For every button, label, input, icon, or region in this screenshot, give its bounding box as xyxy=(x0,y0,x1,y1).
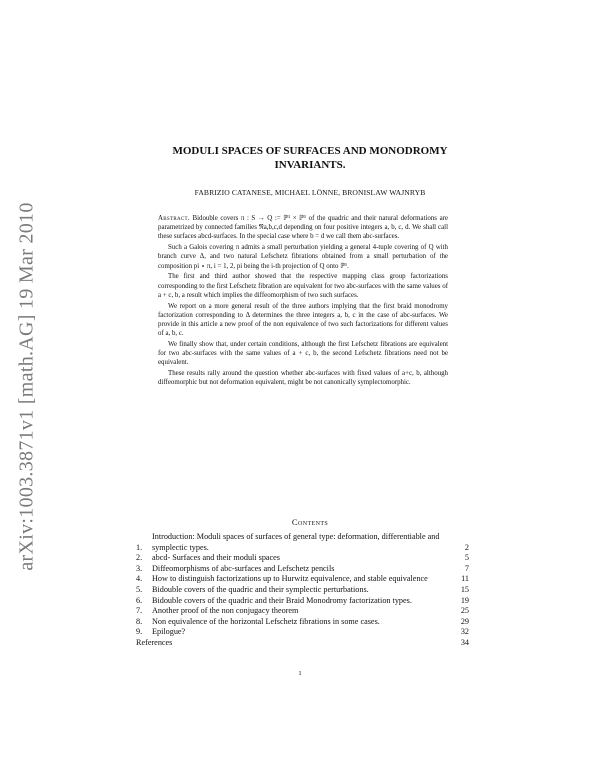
title-line-2: INVARIANTS. xyxy=(274,159,346,171)
toc-entry-number: 7. xyxy=(136,606,143,616)
toc-entry-references[interactable] xyxy=(136,638,469,649)
toc-entry-page: 25 xyxy=(460,606,469,616)
abstract-label: Abstract. xyxy=(158,215,190,222)
abstract-paragraph: We finally show that, under certain conditions, although the first Lefschetz fibrations are equivalent for two abc-surfaces with the same values of a + c, b, the second Lefschetz fibrations need not be equivalent. xyxy=(158,341,448,367)
toc-entry-page: 29 xyxy=(460,616,469,626)
toc-entry-page: 7 xyxy=(464,563,469,573)
toc-entry-number: 3. xyxy=(136,563,143,573)
abstract-paragraph: We report on a more general result of the three authors implying that the first braid monodromy factorization corresponding to Δ determines the three integers a, b, c in the case of abc-surfaces. We provide in this article a new proof of the non equivalence of two such factorizations for different values of a, b, c. xyxy=(158,302,448,338)
toc-entry-title: Non equivalence of the horizontal Lefschetz fibrations in some cases. xyxy=(152,616,380,626)
toc-entry-page: 2 xyxy=(464,542,469,552)
toc-entry-number: 1. xyxy=(136,542,143,552)
toc-entry-number: 6. xyxy=(136,595,143,605)
title-line-1: MODULI SPACES OF SURFACES AND MONODROMY xyxy=(172,145,448,157)
contents-heading: Contents xyxy=(291,517,329,527)
toc-entry-number: 2. xyxy=(136,553,143,563)
toc-entry-page: 11 xyxy=(461,574,469,584)
abstract xyxy=(158,214,448,389)
author-list: FABRIZIO CATANESE, MICHAEL LÖNNE, BRONISLAW WAJNRYB xyxy=(194,188,426,197)
toc-entry-title: Epilogue? xyxy=(152,627,186,637)
toc-entry[interactable] xyxy=(136,564,469,575)
toc-entry[interactable] xyxy=(136,532,469,553)
toc-entry-title: Diffeomorphisms of abc-surfaces and Lefschetz pencils xyxy=(152,563,335,573)
toc-entry[interactable] xyxy=(136,627,469,638)
toc-entry[interactable] xyxy=(136,596,469,607)
toc-entry-title: Bidouble covers of the quadric and their symplectic perturbations. xyxy=(152,584,369,594)
arxiv-identifier xyxy=(14,176,40,596)
toc-entry-title: abcd- Surfaces and their moduli spaces xyxy=(152,553,280,563)
abstract-paragraph xyxy=(158,214,448,242)
toc-entry[interactable] xyxy=(136,585,469,596)
toc-entry-page: 15 xyxy=(460,584,469,594)
toc-entry-title: How to distinguish factorizations up to Hurwitz equivalence, and stable equivalence xyxy=(152,574,428,584)
arxiv-identifier-text: arXiv:1003.3871v1 [math.AG] 19 Mar 2010 xyxy=(15,201,38,571)
toc-entry-title: References xyxy=(136,637,173,647)
toc-entry-page: 19 xyxy=(460,595,469,605)
toc-entry-page: 34 xyxy=(460,637,469,647)
toc-entry-page: 5 xyxy=(464,553,469,563)
abstract-paragraph: Such a Galois covering π admits a small perturbation yielding a general 4-tuple covering of Q with branch curve Δ, and two natural Lefschetz fibrations obtained from a small perturbation of the composition pi ∘ π, i = 1, 2, pi being the i-th projection of Q onto ℙ¹. xyxy=(158,244,448,270)
toc-entry-page: 32 xyxy=(460,627,469,637)
toc-entry[interactable] xyxy=(136,574,469,585)
paper-title xyxy=(120,144,500,172)
abstract-paragraph: The first and third author showed that the respective mapping class group factorizations corresponding to the first Lefschetz fibration are equivalent for two abc-surfaces with the same values of a + c, b, a result which implies the diffeomorphism of two such surfaces. xyxy=(158,273,448,299)
toc-entry[interactable] xyxy=(136,553,469,564)
toc-entry-number: 4. xyxy=(136,574,143,584)
toc-entry-number: 8. xyxy=(136,616,143,626)
toc-entry[interactable] xyxy=(136,617,469,628)
page-number: 1 xyxy=(298,670,302,677)
abstract-text: Bidouble covers π : S → Q := ℙ¹ × ℙ¹ of the quadric and their natural deformations are parametrized by connected families 𝔑a,b,c,d depending on four positive integers a, b, c, d. We shall call these surfaces abcd-surfaces. In the special case where b = d we call them abc-surfaces. xyxy=(158,215,448,241)
toc-entry-number: 5. xyxy=(136,584,143,594)
toc-entry[interactable] xyxy=(136,606,469,617)
toc-entry-title: Bidouble covers of the quadric and their Braid Monodromy factorization types. xyxy=(152,595,412,605)
toc-entry-title: Another proof of the non conjugacy theorem xyxy=(152,606,299,616)
table-of-contents xyxy=(136,532,469,649)
toc-entry-title: Introduction: Moduli spaces of surfaces of general type: deformation, differentiable and symplectic types. xyxy=(152,532,440,552)
abstract-paragraph: These results rally around the question whether abc-surfaces with fixed values of a+c, b, although diffeomorphic but not deformation equivalent, might be not canonically symplectomorphic. xyxy=(158,370,448,387)
toc-entry-number: 9. xyxy=(136,627,143,637)
